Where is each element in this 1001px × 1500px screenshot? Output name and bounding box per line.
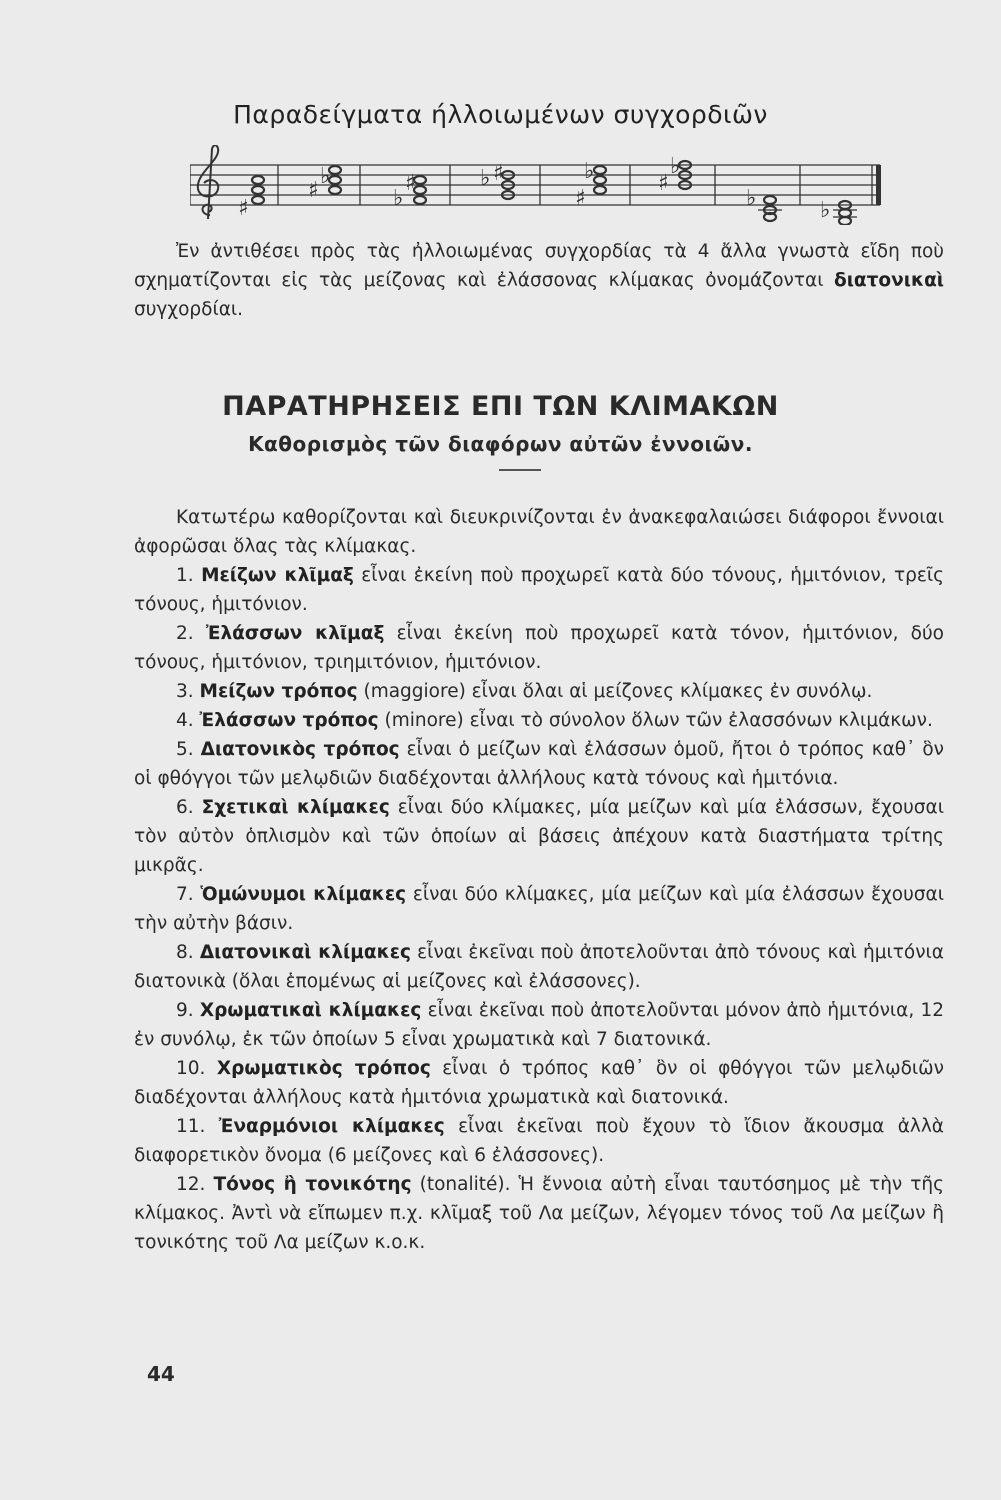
- definition-number: 8.: [176, 942, 194, 963]
- definition-term: Χρωματικαὶ κλίμακες: [199, 1000, 422, 1021]
- definition-item: [134, 793, 944, 880]
- definition-number: 11.: [176, 1116, 206, 1137]
- definition-text: εἶναι ἐκείνη ποὺ προχωρεῖ κατὰ δύο τόνους, ἡμιτόνιον, τρεῖς τόνους, ἡμιτόνιον.: [134, 565, 944, 615]
- definition-number: 7.: [176, 884, 194, 905]
- definition-text: (tonalité). Ἡ ἔννοια αὐτὴ εἶναι ταυτόσημος μὲ τὴν τῆς κλίμακος. Ἀντὶ νὰ εἴπωμεν π.χ. κλῖμαξ τοῦ Λα μείζων, λέγομεν τόνος τοῦ Λα μείζων ἢ τονικότης τοῦ Λα μείζων κ.ο.κ.: [134, 1174, 945, 1253]
- music-staff-illustration: [190, 145, 890, 225]
- definition-term: Τόνος ἢ τονικότης: [213, 1174, 412, 1195]
- section-subheading: Καθορισμὸς τῶν διαφόρων αὐτῶν ἐννοιῶν.: [248, 432, 753, 456]
- svg-text:♭: ♭: [584, 159, 595, 184]
- definition-term: Μείζων τρόπος: [199, 681, 358, 702]
- definition-text: εἶναι ἐκεῖναι ποὺ ἀποτελοῦνται μόνον ἀπὸ ἡμιτόνια, 12 ἐν συνόλῳ, ἐκ τῶν ὁποίων 5 εἶναι χρωματικὰ καὶ 7 διατονικά.: [134, 1000, 944, 1050]
- svg-text:♭: ♭: [670, 154, 681, 179]
- definition-text: εἶναι δύο κλίμακες, μία μείζων καὶ μία ἐλάσσων ἔχουσαι τὴν αὐτὴν βάσιν.: [134, 884, 944, 934]
- definition-term: Ἐλάσσων κλῖμαξ: [205, 623, 385, 644]
- definition-number: 2.: [176, 623, 194, 644]
- definition-number: 12.: [176, 1174, 206, 1195]
- definition-term: Ὁμώνυμοι κλίμακες: [200, 884, 407, 905]
- section-intro-paragraph: Κατωτέρω καθορίζονται καὶ διευκρινίζονται ἐν ἀνακεφαλαιώσει διάφοροι ἔννοιαι ἀφορῶσαι ὅλας τὰς κλίμακας.: [134, 507, 944, 557]
- definition-item: [134, 880, 944, 938]
- definition-item: [134, 996, 944, 1054]
- definition-item: [134, 1170, 944, 1257]
- definition-term: Διατονικαὶ κλίμακες: [199, 942, 411, 963]
- definition-text: (maggiore) εἶναι ὅλαι αἱ μείζονες κλίμακες ἐν συνόλῳ.: [357, 681, 873, 702]
- definition-number: 10.: [176, 1058, 206, 1079]
- definition-number: 9.: [176, 1000, 194, 1021]
- svg-text:♯: ♯: [658, 171, 669, 196]
- intro-text: Ἐν ἀντιθέσει πρὸς τὰς ἠλλοιωμένας συγχορδίας τὰ 4 ἄλλα γνωστὰ εἴδη ποὺ σχηματίζονται εἰς τὰς μείζονας καὶ ἐλάσσονας κλίμακας ὀνομάζονται: [134, 241, 944, 291]
- intro-bold-term: διατονικαὶ: [833, 270, 944, 291]
- definition-item: [134, 706, 944, 735]
- definition-number: 3.: [176, 681, 194, 702]
- definition-text: (minore) εἶναι τὸ σύνολον ὅλων τῶν ἐλασσόνων κλιμάκων.: [378, 710, 933, 731]
- definition-text: εἶναι ὁ μείζων καὶ ἐλάσσων ὁμοῦ, ἤτοι ὁ τρόπος καθ᾽ ὃν οἱ φθόγγοι τῶν μελῳδιῶν διαδέχονται ἀλλήλους κατὰ τόνους καὶ ἡμιτόνια.: [134, 739, 944, 789]
- svg-text:♯: ♯: [575, 186, 586, 211]
- definition-item: [134, 1112, 944, 1170]
- definition-item: [134, 1054, 944, 1112]
- svg-text:♭: ♭: [320, 164, 331, 189]
- svg-text:♭: ♭: [480, 166, 491, 191]
- svg-text:♯: ♯: [308, 178, 319, 203]
- page-number: 44: [147, 1362, 175, 1386]
- section-heading: ΠΑΡΑΤΗΡΗΣΕΙΣ ΕΠΙ ΤΩΝ ΚΛΙΜΑΚΩΝ: [222, 391, 779, 422]
- definition-term: Μείζων κλῖμαξ: [201, 565, 354, 586]
- definition-number: 4.: [176, 710, 194, 731]
- definition-item: [134, 677, 944, 706]
- intro-paragraph: [134, 237, 944, 324]
- definition-number: 5.: [176, 739, 194, 760]
- definition-text: εἶναι ὁ τρόπος καθ᾽ ὃν οἱ φθόγγοι τῶν μελῳδιῶν διαδέχονται ἀλλήλους κατὰ ἡμιτόνια χρωματικὰ καὶ διατονικά.: [134, 1058, 944, 1108]
- definition-term: Σχετικαὶ κλίμακες: [201, 797, 390, 818]
- definition-term: Ἐναρμόνιοι κλίμακες: [218, 1116, 445, 1137]
- definitions-list: [134, 561, 944, 1257]
- svg-text:♭: ♭: [746, 186, 757, 211]
- page-title: Παραδείγματα ήλλοιωμένων συγχορδιῶν: [233, 100, 768, 129]
- definition-item: [134, 938, 944, 996]
- definition-number: 6.: [176, 797, 194, 818]
- definition-item: [134, 619, 944, 677]
- definition-item: [134, 735, 944, 793]
- definition-term: Διατονικὸς τρόπος: [200, 739, 400, 760]
- definition-text: εἶναι δύο κλίμακες, μία μείζων καὶ μία ἐλάσσων, ἔχουσαι τὸν αὐτὸν ὁπλισμὸν καὶ τῶν ὁποίων αἱ βάσεις ἀπέχουν κατὰ διαστήματα τρίτης μικρᾶς.: [134, 797, 944, 876]
- definition-text: εἶναι ἐκεῖναι ποὺ ἀποτελοῦνται ἀπὸ τόνους καὶ ἡμιτόνια διατονικὰ (ὅλαι ἑπομένως αἱ μείζονες καὶ ἐλάσσονες).: [134, 942, 944, 992]
- definition-text: εἶναι ἐκείνη ποὺ προχωρεῖ κατὰ τόνον, ἡμιτόνιον, δύο τόνους, ἡμιτόνιον, τριημιτόνιον, ἡμιτόνιον.: [134, 623, 944, 673]
- definition-item: [134, 561, 944, 619]
- svg-text:♭: ♭: [393, 186, 404, 211]
- svg-text:♯: ♯: [493, 161, 504, 186]
- definition-term: Ἐλάσσων τρόπος: [199, 710, 379, 731]
- svg-text:♭: ♭: [820, 198, 831, 223]
- svg-text:♯: ♯: [405, 171, 416, 196]
- definition-text: εἶναι ἐκεῖναι ποὺ ἔχουν τὸ ἴδιον ἄκουσμα ἀλλὰ διαφορετικὸν ὄνομα (6 μείζονες καὶ 6 ἐλάσσονες).: [134, 1116, 944, 1166]
- divider: [499, 469, 541, 471]
- svg-text:♯: ♯: [238, 196, 249, 221]
- definition-term: Χρωματικὸς τρόπος: [216, 1058, 431, 1079]
- intro-text-end: συγχορδίαι.: [134, 299, 244, 320]
- definition-number: 1.: [176, 565, 194, 586]
